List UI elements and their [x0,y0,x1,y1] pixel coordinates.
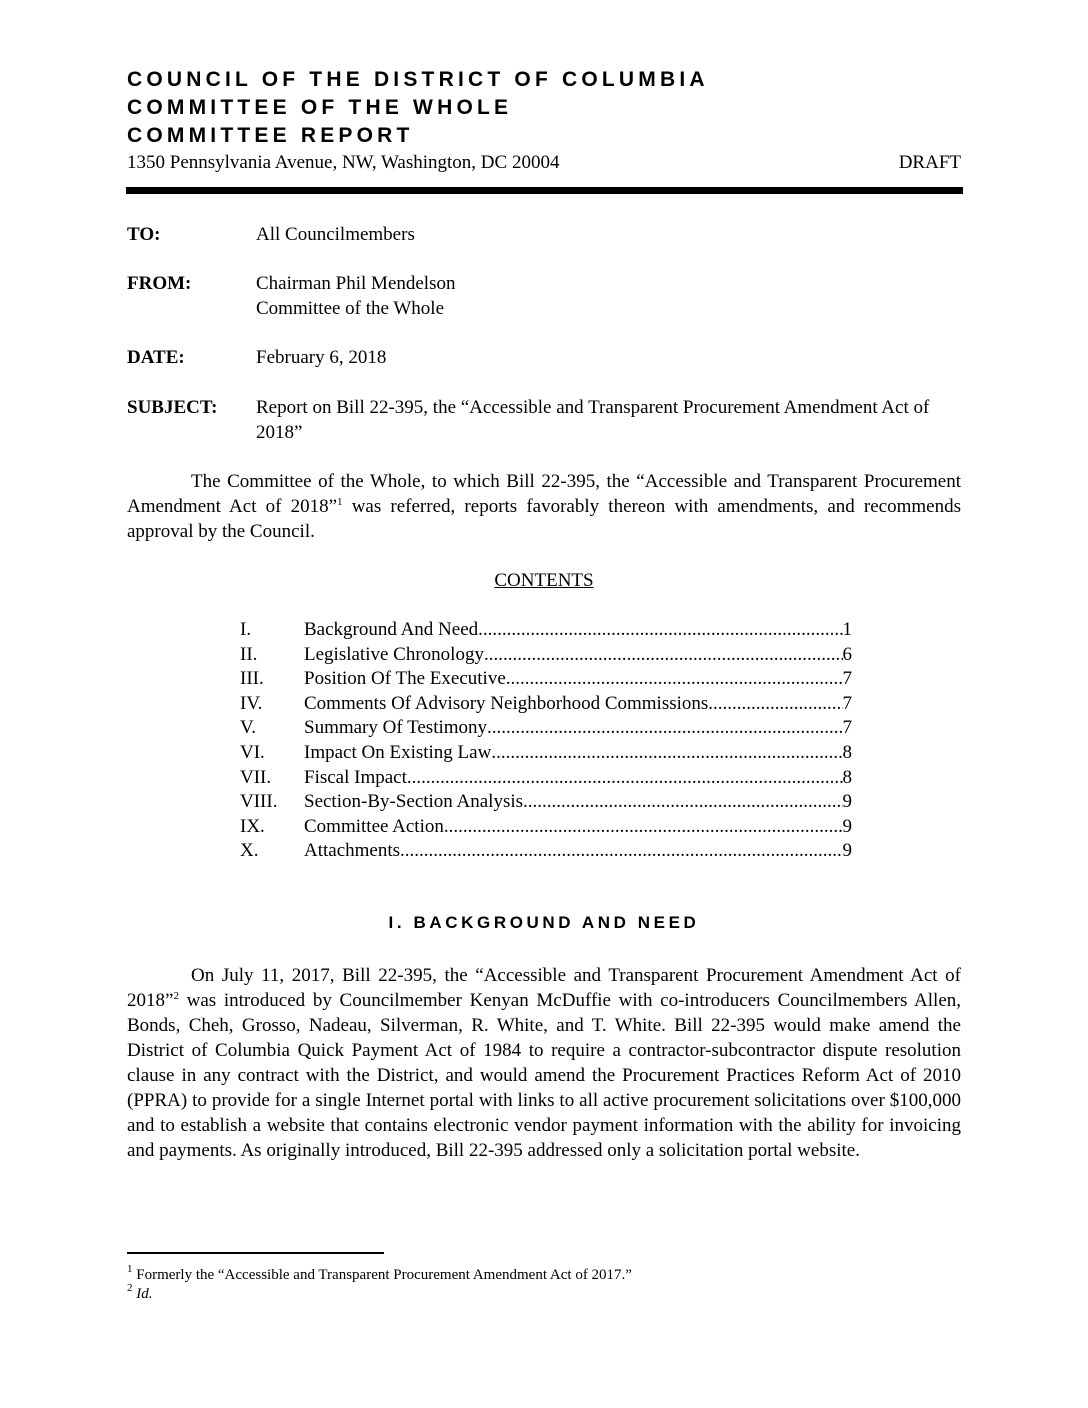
toc-row [240,667,852,692]
toc-page-number: 9 [842,815,852,837]
toc-title: Legislative Chronology [304,643,484,665]
footnote-1-number: 1 [127,1263,133,1275]
toc-number: III. [240,668,264,690]
toc-title: Attachments [304,840,401,862]
from-name: Chairman Phil Mendelson [256,273,456,294]
toc-number: VI. [240,741,265,763]
toc-page-number: 9 [842,840,852,862]
toc-leader-dots [407,766,843,791]
toc-entry [304,692,852,717]
toc-leader-dots [708,692,842,717]
to-value: All Councilmembers [256,224,415,245]
toc-number: I. [240,619,252,640]
toc-leader-dots [484,643,843,668]
from-label: FROM: [127,273,192,294]
toc-row [240,643,852,668]
toc-title: Comments Of Advisory Neighborhood Commissions [304,692,709,714]
toc-number: II. [240,643,258,665]
background-text-start: On July 11, 2017, Bill 22-395, the “Accessible and Transparent Procurement Amendment Act of 2018” [127,965,961,1011]
toc-page-number: 8 [842,766,852,788]
toc-row [240,766,852,791]
toc-entry [304,741,852,766]
toc-leader-dots [478,618,842,643]
footnote-ref-2: 2 [173,990,179,1002]
intro-text-end: was referred, reports favorably thereon with amendments, and recommends approval by the Council. [127,496,961,542]
subject-label: SUBJECT: [127,397,218,418]
toc-entry [304,790,852,815]
toc-number: VIII. [240,791,278,813]
toc-page-number: 7 [842,668,852,690]
date-value: February 6, 2018 [256,347,387,368]
header-council-title: COUNCIL OF THE DISTRICT OF COLUMBIA [127,68,709,91]
draft-label: DRAFT [898,152,961,173]
toc-row [240,716,852,741]
toc-entry [304,815,852,840]
toc-entry [304,643,852,668]
toc-title: Committee Action [304,815,444,837]
toc-row [240,790,852,815]
toc-row [240,692,852,717]
intro-paragraph [127,469,961,544]
contents-heading: CONTENTS [494,570,594,591]
section-heading: I. BACKGROUND AND NEED [388,913,700,932]
footnote-rule [127,1252,384,1254]
footnote-1 [127,1263,632,1285]
to-label: TO: [127,224,161,245]
toc-page-number: 1 [842,619,852,640]
toc-number: IX. [240,815,265,837]
toc-title: Background And Need [304,619,479,640]
footnote-2-text: Id. [132,1286,153,1302]
from-committee: Committee of the Whole [256,298,445,319]
toc-entry [304,839,852,864]
header-committee-title: COMMITTEE OF THE WHOLE [127,96,513,119]
footnote-2-number: 2 [127,1282,133,1294]
footnote-2 [127,1282,153,1304]
toc-entry [304,766,852,791]
footnote-1-text: Formerly the “Accessible and Transparent Procurement Amendment Act of 2017.” [132,1267,632,1283]
footnote-ref-1: 1 [337,496,343,508]
intro-text-start: The Committee of the Whole, to which Bill 22-395, the “Accessible and Transparent Procurement Amendment Act of 2018” [127,471,961,517]
header-report-title: COMMITTEE REPORT [127,124,414,147]
toc-leader-dots [491,741,842,766]
background-paragraph [127,963,961,1163]
address-text: 1350 Pennsylvania Avenue, NW, Washington, DC 20004 [127,152,560,173]
toc-row [240,815,852,840]
header-rule [126,187,963,194]
toc-row [240,618,852,643]
toc-leader-dots [400,839,842,864]
address-row [127,150,961,176]
toc-title: Impact On Existing Law [304,741,492,763]
toc-leader-dots [444,815,843,840]
background-text-end: was introduced by Councilmember Kenyan McDuffie with co-introducers Councilmembers Allen, Bonds, Cheh, Grosso, Nadeau, Silverman, R. White, and T. White. Bill 22-395 would make amend the District of Columbia Quick Payment Act of 1984 to require a contractor-subcontractor dispute resolution clause in any contract with the District, and would amend the Procurement Practices Reform Act of 2010 (PPRA) to provide for a single Internet portal with links to all active procurement solicitations over $100,000 and to establish a website that contains electronic vendor payment information with the ability for invoicing and payments. As originally introduced, Bill 22-395 addressed only a solicitation portal website. [127,990,961,1161]
subject-value: Report on Bill 22-395, the “Accessible and Transparent Procurement Amendment Act of 2018” [256,397,930,443]
toc-number: IV. [240,692,263,714]
toc-page-number: 8 [842,741,852,763]
toc-row [240,839,852,864]
toc-entry [304,618,852,643]
toc-title: Position Of The Executive [304,668,506,690]
toc-number: VII. [240,766,272,788]
toc-page-number: 7 [842,692,852,714]
table-of-contents [240,618,852,864]
date-label: DATE: [127,347,185,368]
toc-page-number: 7 [842,717,852,739]
toc-row [240,741,852,766]
toc-page-number: 9 [842,791,852,813]
toc-leader-dots [523,790,842,815]
toc-entry [304,716,852,741]
toc-title: Section-By-Section Analysis [304,791,524,813]
toc-number: V. [240,717,257,739]
toc-leader-dots [487,716,842,741]
toc-page-number: 6 [842,643,852,665]
toc-entry [304,667,852,692]
toc-title: Fiscal Impact [304,766,407,788]
toc-number: X. [240,840,259,862]
toc-title: Summary Of Testimony [304,717,488,739]
toc-leader-dots [506,667,843,692]
